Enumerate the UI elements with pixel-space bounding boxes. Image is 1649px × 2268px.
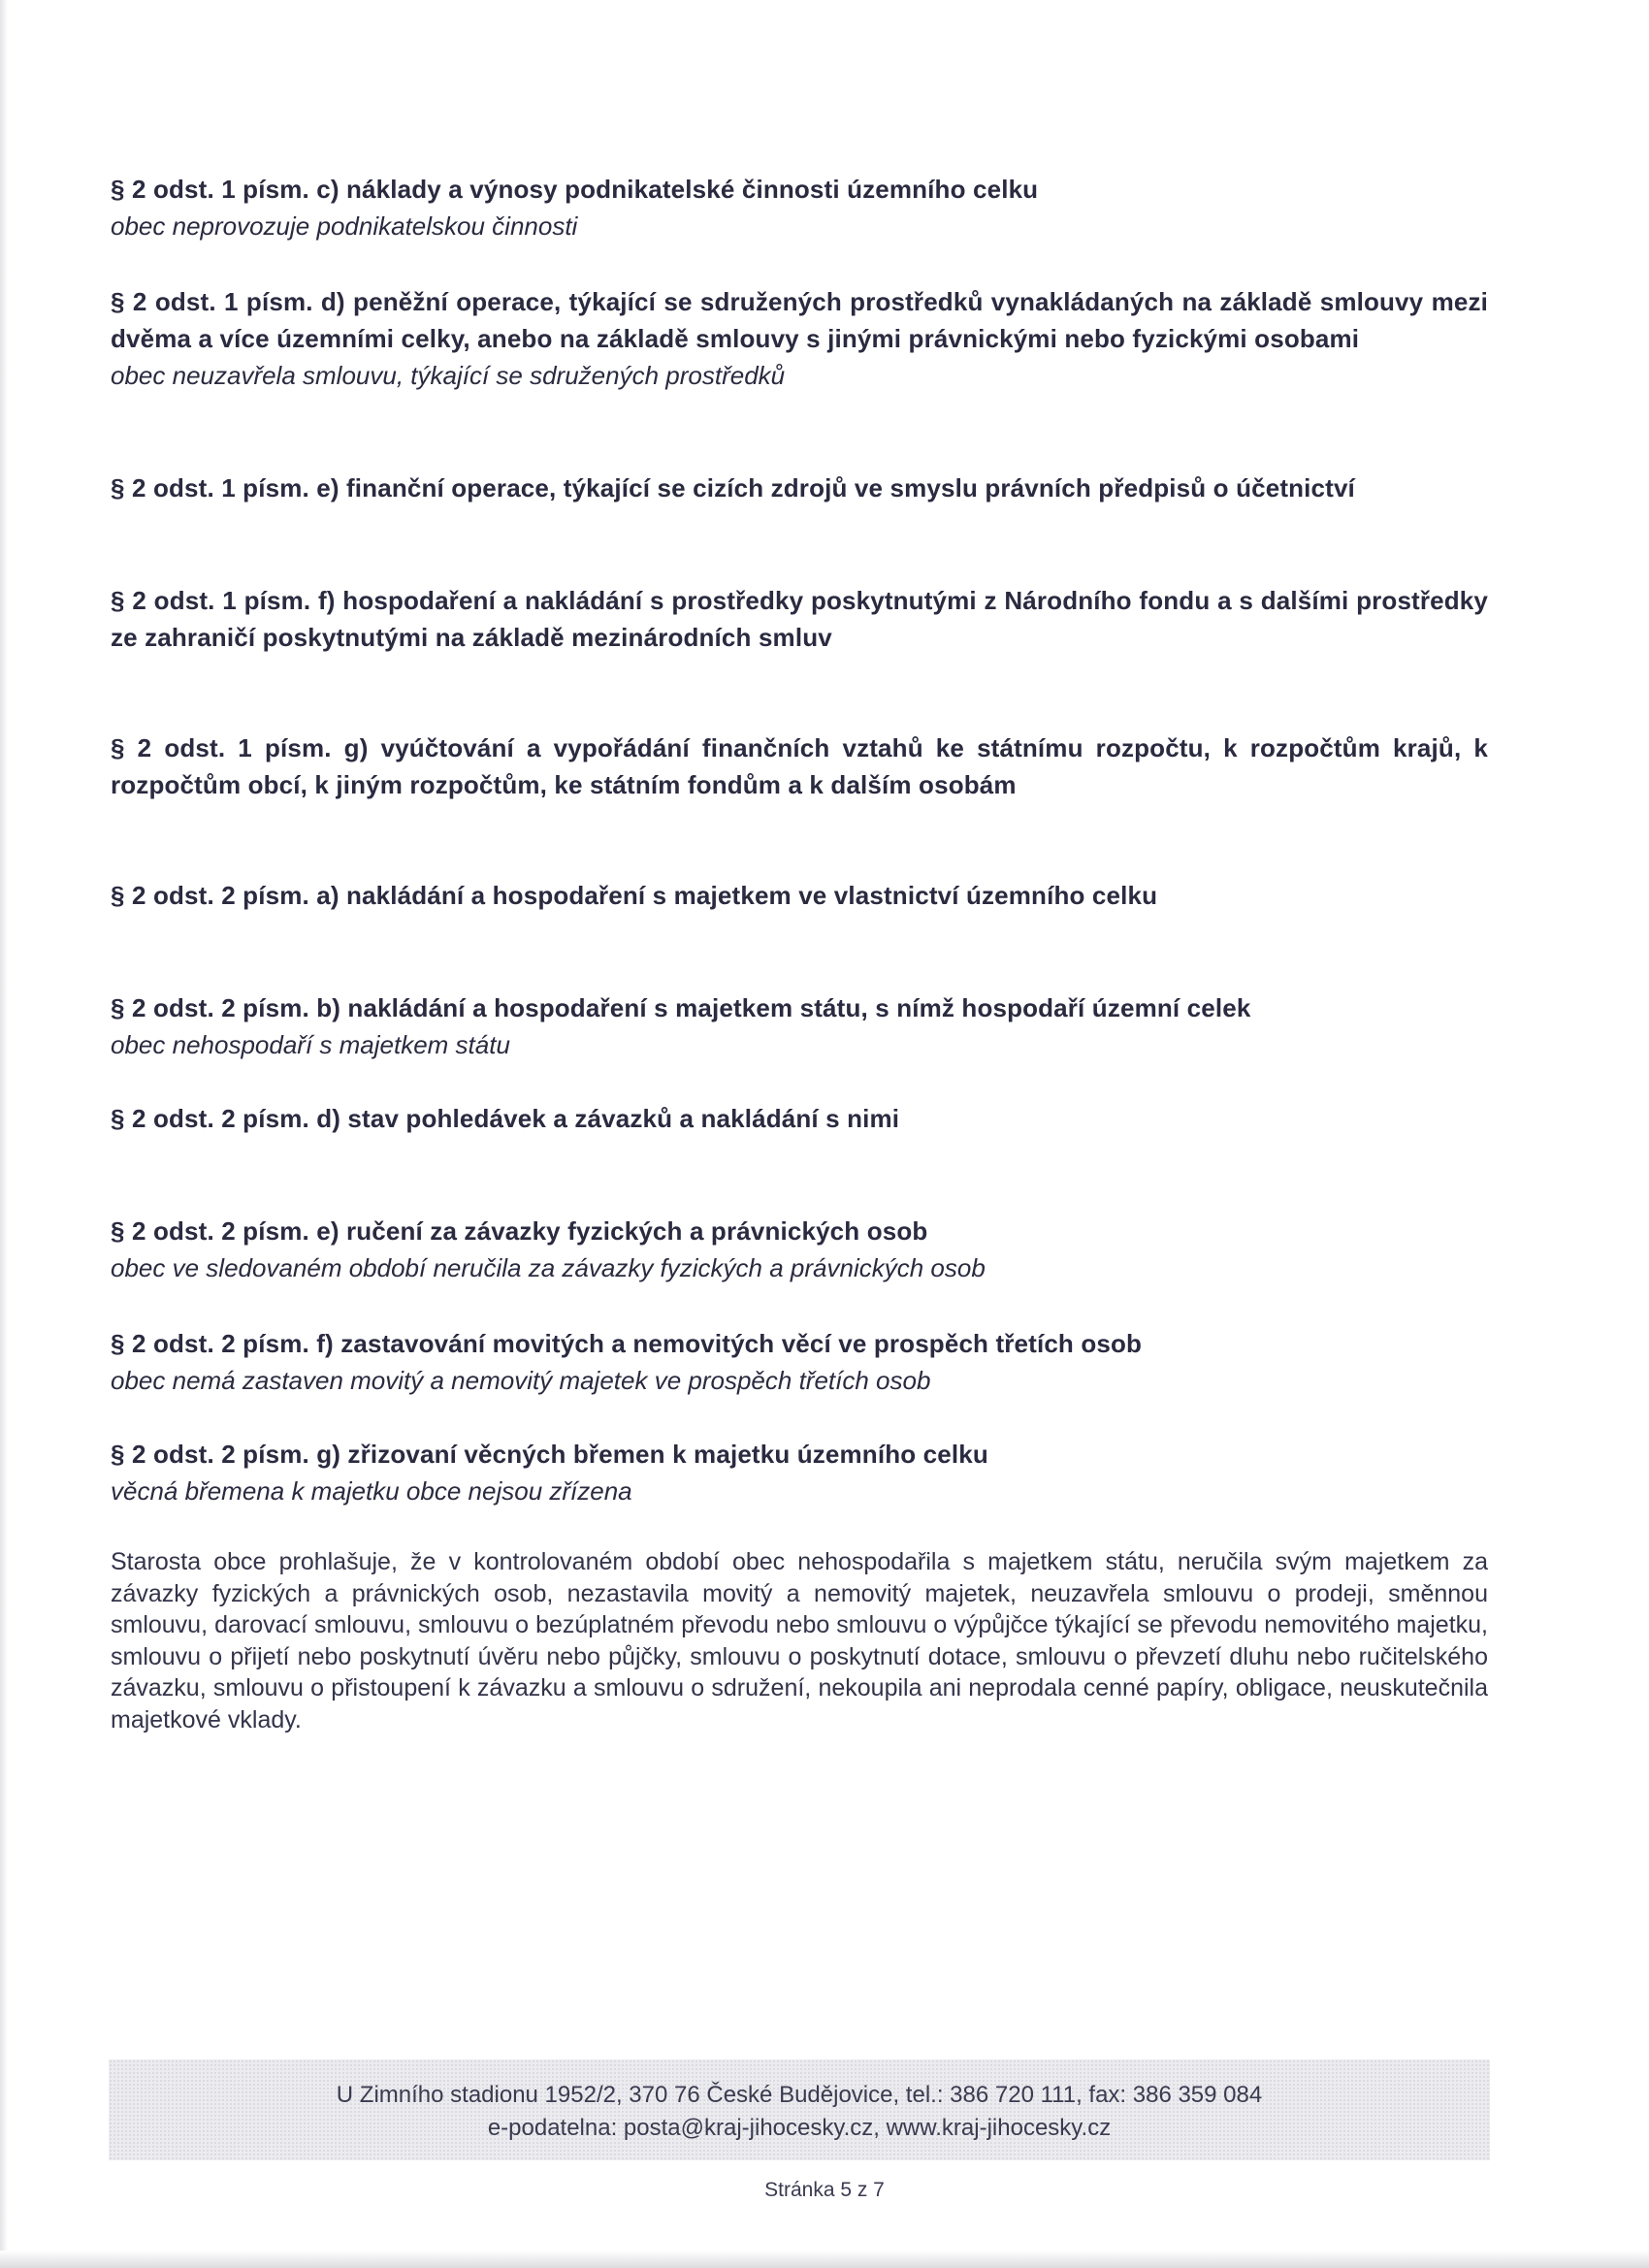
section-2-1-e <box>111 470 1488 506</box>
scan-edge-left <box>0 0 8 2268</box>
section-2-2-d <box>111 1100 1488 1137</box>
section-2-2-g <box>111 1436 1488 1509</box>
section-2-2-f <box>111 1325 1488 1399</box>
section-heading: § 2 odst. 2 písm. e) ručení za závazky fyzických a právnických osob <box>111 1216 928 1246</box>
section-2-1-d <box>111 283 1488 394</box>
section-heading: § 2 odst. 1 písm. f) hospodaření a nakládání s prostředky poskytnutými z Národního fondu a s dalšími prostředky ze zahraničí poskytnutými na základě mezinárodních smluv <box>111 586 1488 652</box>
mayor-statement: Starosta obce prohlašuje, že v kontrolovaném období obec nehospodařila s majetkem státu, neručila svým majetkem za závazky fyzických a právnických osob, nezastavila movitý a nemovitý majetek, neuzavřela smlouvu o prodeji, směnnou smlouvu, darovací smlouvu, smlouvu o bezúplatném převodu nebo smlouvu o výpůjčce týkající se převodu nemovitého majetku, smlouvu o přijetí nebo poskytnutí úvěru nebo půjčky, smlouvu o poskytnutí dotace, smlouvu o převzetí dluhu nebo ručitelského závazku, smlouvu o přistoupení k závazku a smlouvu o sdružení, nekoupila ani neprodala cenné papíry, obligace, neuskutečnila majetkové vklady. <box>111 1548 1488 1733</box>
footer-contact-line: e-podatelna: posta@kraj-jihocesky.cz, www.kraj-jihocesky.cz <box>487 2115 1112 2141</box>
section-heading: § 2 odst. 1 písm. c) náklady a výnosy podnikatelské činnosti územního celku <box>111 175 1039 204</box>
section-heading: § 2 odst. 1 písm. g) vyúčtování a vypořádání finančních vztahů ke státnímu rozpočtu, k rozpočtům krajů, k rozpočtům obcí, k jiným rozpočtům, ke státním fondům a k dalším osobám <box>111 733 1488 799</box>
section-note: věcná břemena k majetku obce nejsou zřízena <box>111 1476 632 1506</box>
section-heading: § 2 odst. 1 písm. e) finanční operace, týkající se cizích zdrojů ve smyslu právních předpisů o účetnictví <box>111 473 1355 502</box>
section-heading: § 2 odst. 2 písm. b) nakládání a hospodaření s majetkem státu, s nímž hospodaří územní celek <box>111 993 1251 1022</box>
section-heading: § 2 odst. 1 písm. d) peněžní operace, týkající se sdružených prostředků vynakládaných na základě smlouvy mezi dvěma a více územními celky, anebo na základě smlouvy s jinými právnickými nebo fyzickými osobami <box>111 287 1488 353</box>
page-number: Stránka 5 z 7 <box>764 2179 885 2201</box>
section-note: obec ve sledovaném období neručila za závazky fyzických a právnických osob <box>111 1253 986 1282</box>
section-2-1-c <box>111 171 1488 244</box>
scan-edge-bottom <box>0 2251 1649 2268</box>
section-2-2-b <box>111 989 1488 1063</box>
footer-address-line: U Zimního stadionu 1952/2, 370 76 České Budějovice, tel.: 386 720 111, fax: 386 359 084 <box>336 2082 1263 2108</box>
section-note: obec nehospodaří s majetkem státu <box>111 1030 510 1059</box>
section-heading: § 2 odst. 2 písm. f) zastavování movitých a nemovitých věcí ve prospěch třetích osob <box>111 1329 1143 1358</box>
section-2-2-a <box>111 877 1488 914</box>
section-heading: § 2 odst. 2 písm. d) stav pohledávek a závazků a nakládání s nimi <box>111 1104 900 1133</box>
section-2-1-f <box>111 582 1488 656</box>
section-note: obec nemá zastaven movitý a nemovitý majetek ve prospěch třetích osob <box>111 1366 931 1395</box>
section-2-1-g <box>111 729 1488 803</box>
footer-address <box>109 2079 1490 2145</box>
section-note: obec neprovozuje podnikatelskou činnosti <box>111 211 578 241</box>
footer-address-box <box>109 2059 1490 2160</box>
section-2-2-e <box>111 1213 1488 1286</box>
section-note: obec neuzavřela smlouvu, týkající se sdružených prostředků <box>111 361 786 390</box>
section-heading: § 2 odst. 2 písm. g) zřizovaní věcných břemen k majetku územního celku <box>111 1440 988 1469</box>
section-heading: § 2 odst. 2 písm. a) nakládání a hospodaření s majetkem ve vlastnictví územního celku <box>111 881 1158 910</box>
